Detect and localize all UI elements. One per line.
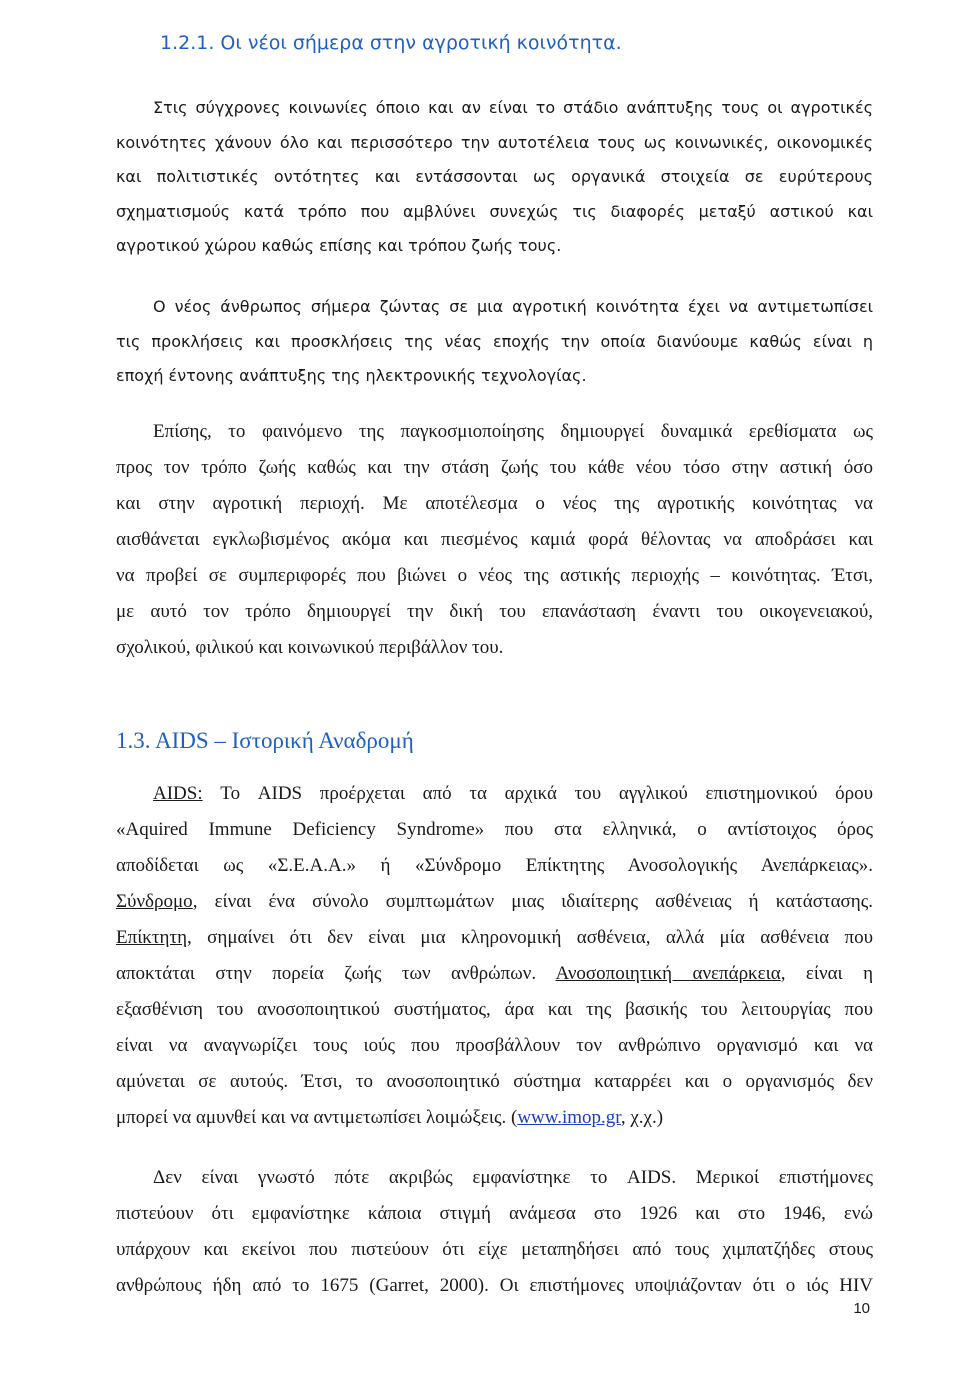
text-line: [116, 1100, 873, 1136]
text-line: σχηματισμούς κατά τρόπο που αμβλύνει συνεχώς τις διαφορές μεταξύ αστικού και: [116, 201, 873, 221]
text-line: προς τον τρόπο ζωής καθώς και την στάση ζωής του κάθε νέου τόσο στην αστική όσο: [116, 457, 873, 478]
term-acquired: Επίκτητη: [116, 927, 188, 948]
text-fragment: μπορεί να αμυνθεί και να αντιμετωπίσει λοιμώξεις. (: [116, 1107, 518, 1128]
text-line: αποδίδεται ως «Σ.Ε.Α.Α.» ή «Σύνδρομο Επίκτητης Ανοσολογικής Ανεπάρκειας».: [116, 855, 873, 876]
text-line: «Aquired Immune Deficiency Syndrome» που στα ελληνικά, ο αντίστοιχος όρος: [116, 819, 873, 840]
paragraph-globalization: [116, 414, 873, 666]
text-fragment: , είναι ένα σύνολο συμπτωμάτων μιας ιδιαίτερης ασθένειας ή κατάστασης.: [192, 891, 873, 912]
text-line: με αυτό τον τρόπο δημιουργεί την δική του επανάσταση έναντι του οικογενειακού,: [116, 601, 873, 622]
text-line: Επίσης, το φαινόμενο της παγκοσμιοποίησης δημιουργεί δυναμικά ερεθίσματα ως: [153, 421, 873, 442]
text-line: κοινότητες χάνουν όλο και περισσότερο την αυτοτέλεια τους ως κοινωνικές, οικονομικές: [116, 132, 873, 152]
text-line: εποχή έντονης ανάπτυξης της ηλεκτρονικής τεχνολογίας.: [116, 366, 587, 385]
paragraph-young-person: [116, 290, 873, 394]
text-line: [116, 920, 873, 956]
text-line: [116, 776, 873, 812]
section-heading-1-3: 1.3. AIDS – Ιστορική Αναδρομή: [116, 728, 414, 753]
text-fragment: Το AIDS προέρχεται από τα αρχικά του αγγλικού επιστημονικού όρου: [202, 783, 873, 804]
text-line: και πολιτιστικές οντότητες και εντάσσονται ως οργανικά στοιχεία σε ευρύτερους: [116, 167, 873, 186]
text-line: Στις σύγχρονες κοινωνίες όποιο και αν είναι το στάδιο ανάπτυξης τους οι αγροτικές: [153, 98, 873, 117]
text-line: υπάρχουν και εκείνοι που πιστεύουν ότι είχε μεταπηδήσει από τους χιμπατζήδες στους: [116, 1239, 873, 1260]
paragraph-aids-definition: [116, 776, 873, 1136]
text-line: [116, 956, 873, 992]
text-line: να προβεί σε συμπεριφορές που βιώνει ο νέος της αστικής περιοχής – κοινότητας. Έτσι,: [116, 565, 873, 586]
text-line: αγροτικού χώρου καθώς επίσης και τρόπου ζωής τους.: [116, 236, 562, 255]
text-line: Ο νέος άνθρωπος σήμερα ζώντας σε μια αγροτική κοινότητα έχει να αντιμετωπίσει: [153, 297, 873, 316]
text-fragment: , σημαίνει ότι δεν είναι μια κληρονομική ασθένεια, αλλά μία ασθένεια που: [187, 927, 873, 948]
text-line: είναι να αναγνωρίζει τους ιούς που προσβάλλουν τον ανθρώπινο οργανισμό και να: [116, 1035, 873, 1056]
paragraph-rural-communities: [116, 91, 873, 264]
text-line: Δεν είναι γνωστό πότε ακριβώς εμφανίστηκε το AIDS. Μερικοί επιστήμονες: [153, 1167, 873, 1188]
section-heading-1-2-1: 1.2.1. Οι νέοι σήμερα στην αγροτική κοινότητα.: [160, 32, 622, 54]
text-line: και στην αγροτική περιοχή. Με αποτέλεσμα ο νέος της αγροτικής κοινότητας να: [116, 493, 873, 514]
text-line: αμύνεται σε αυτούς. Έτσι, το ανοσοποιητικό σύστημα καταρρέει και ο οργανισμός δεν: [116, 1071, 873, 1092]
text-line: σχολικού, φιλικού και κοινωνικού περιβάλλον του.: [116, 637, 504, 658]
text-line: εξασθένιση του ανοσοποιητικού συστήματος, άρα και της βασικής του λειτουργίας που: [116, 999, 873, 1020]
text-line: αισθάνεται εγκλωβισμένος ακόμα και πιεσμένος καμιά φορά θέλοντας να αποδράσει και: [116, 529, 873, 550]
citation-link[interactable]: www.imop.gr: [517, 1107, 621, 1128]
term-syndrome: Σύνδρομο: [116, 891, 193, 912]
term-aids: AIDS:: [153, 783, 203, 804]
page-number: 10: [853, 1300, 870, 1317]
paragraph-aids-history: [116, 1160, 873, 1304]
text-line: τις προκλήσεις και προσκλήσεις της νέας εποχής την οποία διανύουμε καθώς είναι η: [116, 331, 873, 351]
term-immunodeficiency: Ανοσοποιητική ανεπάρκεια: [555, 963, 781, 984]
text-fragment: , είναι η: [780, 963, 874, 984]
text-fragment: αποκτάται στην πορεία ζωής των ανθρώπων.: [116, 963, 556, 984]
text-line: πιστεύουν ότι εμφανίστηκε κάποια στιγμή ανάμεσα στο 1926 και στο 1946, ενώ: [116, 1203, 873, 1224]
text-line: [116, 884, 873, 920]
text-fragment: , χ.χ.): [620, 1107, 664, 1128]
text-line: ανθρώπους ήδη από το 1675 (Garret, 2000). Οι επιστήμονες υποψιάζονταν ότι ο ιός HIV: [116, 1275, 873, 1296]
